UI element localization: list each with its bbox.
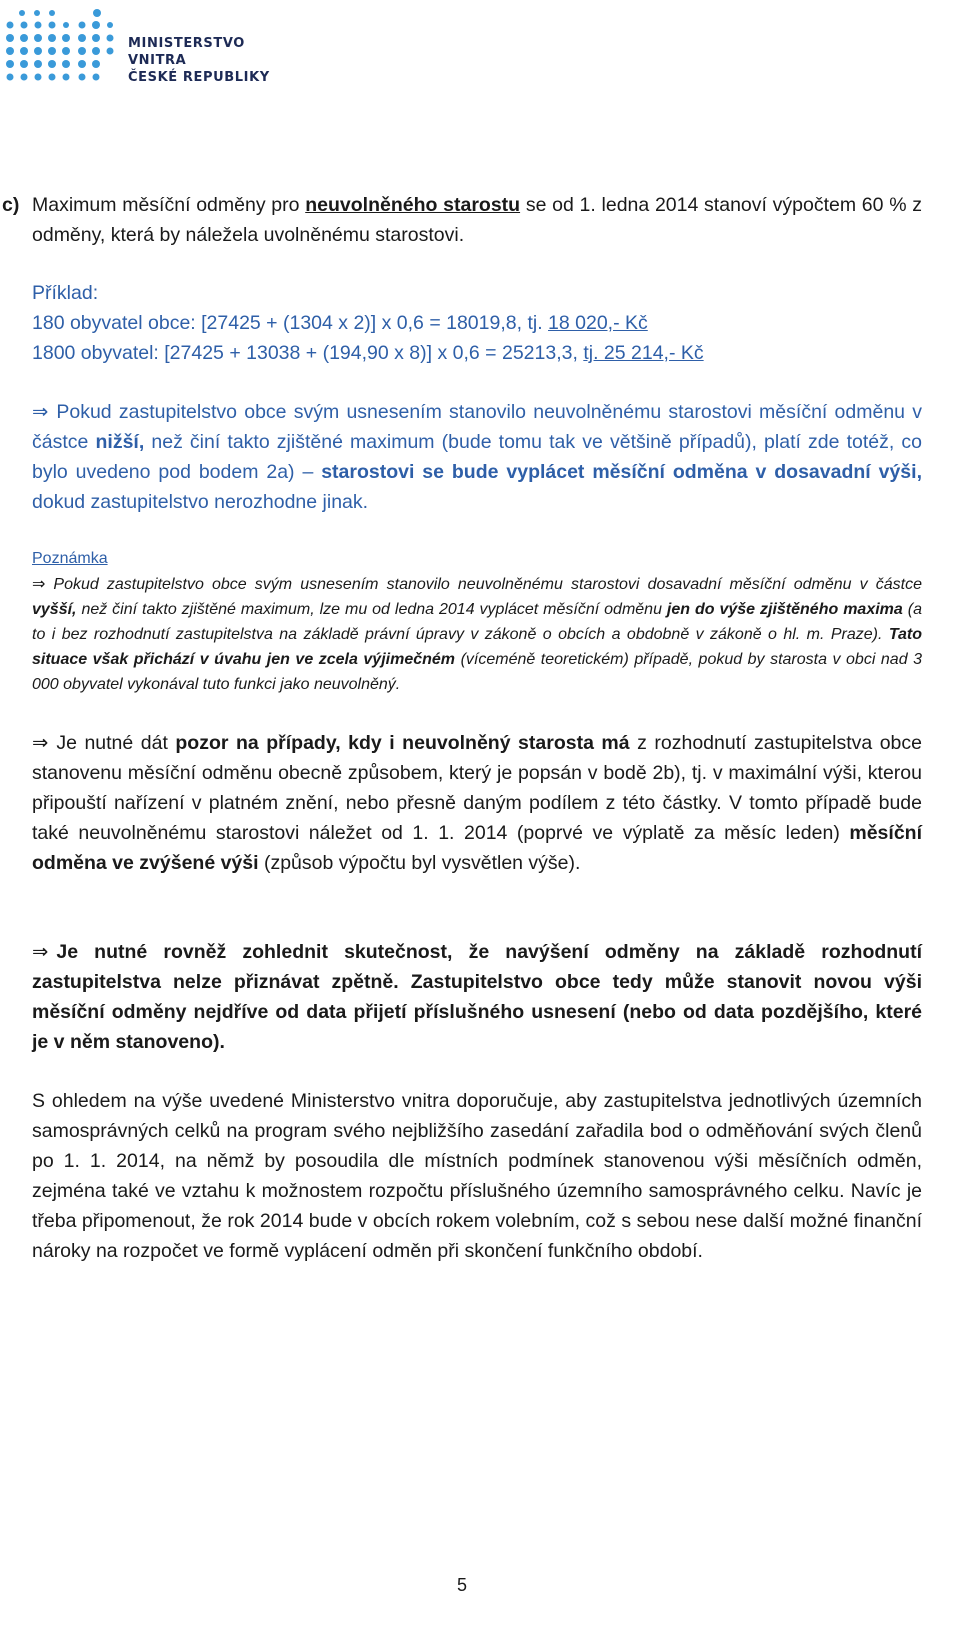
logo-dots-icon [2,3,120,85]
text: Pokud zastupitelstvo obce svým usnesením stanovilo neuvolněnému starostovi měsíční odměnu v částce [32,401,922,453]
result-2: tj. 25 214,- Kč [583,342,704,364]
text: S ohledem na výše uvedené Ministerstvo vnitra doporučuje, aby zastupitelstva jednotlivých územních samosprávných celků na program svého nejbližšího zasedání zařadila bod o odměňování svých členů po 1. 1. 2014, na němž by posoudila dle místních podmínek stanovenou výši měsíčních odměn, zejména také ve vztahu k možnostem rozpočtu příslušného územního samosprávného celku. Navíc je třeba připomenout, že rok 2014 bude v obcích rokem volebním, což s sebou nese další možné finanční nároky na rozpočet ve formě vyplácení odměn při skončení funkčního období. [32,1090,922,1262]
arrow-right-icon: ⇒ [32,940,49,963]
text: Je nutné rovněž zohlednit skutečnost, že navýšení odměny na základě rozhodnutí zastupitelstva nelze přiznávat zpětně. Zastupitelstvo obce tedy může stanovit novou výši měsíční odměny nejdříve od data přijetí příslušného usnesení (nebo od data pozdějšího, které je v něm stanoveno). [32,941,922,1053]
text: Pokud zastupitelstvo obce svým usnesením stanovilo neuvolněnému starostovi dosavadní měsíční odměnu v částce [53,576,922,593]
paragraph-1 [32,397,922,517]
example-line-1 [32,308,922,338]
note-text [32,571,922,697]
emphasis: Tato situace však přichází v úvahu jen ve zcela výjimečném [32,626,923,668]
text: dokud zastupitelstvo nerozhodne jinak. [32,491,369,513]
example-line-2 [32,338,922,368]
logo-text [128,35,302,86]
text: z rozhodnutí zastupitelstva obce stanovenu měsíční odměnu obecně způsobem, který je popsán v bodě 2b), tj. v maximální výši, kterou připouští nařízení v platném znění, nebo přesně daným podílem z této částky. V tomto případě bude také neuvolněnému starostovi náležet od 1. 1. 2014 (poprvé ve výplatě za měsíc leden) [32,732,922,844]
arrow-right-icon: ⇒ [32,731,49,754]
text: než činí takto zjištěné maximum, lze mu od ledna 2014 vyplácet měsíční odměnu [81,601,662,618]
section-label: c) [2,194,20,216]
paragraph-2 [32,728,922,878]
formula-1: 180 obyvatel obce: [27425 + (1304 x 2)] x 0,6 = 18019,8, tj. [32,312,543,334]
emphasis: pozor na případy, kdy i neuvolněný starosta má [175,732,630,754]
note-title: Poznámka [32,550,108,567]
example-block [32,278,922,368]
page-number: 5 [456,1575,467,1595]
text: (způsob výpočtu byl vysvětlen výše). [263,852,581,874]
text: Je nutné dát [56,732,168,754]
text: než činí takto zjištěné maximum (bude tomu tak ve většině případů), platí zde totéž, co bylo uvedeno pod bodem 2a) – [32,431,922,483]
logo-line-1: MINISTERSTVO VNITRA [128,36,245,68]
formula-2: 1800 obyvatel: [27425 + 13038 + (194,90 x 8)] x 0,6 = 25213,3, [32,342,578,364]
section-c-paragraph [32,190,922,250]
arrow-right-icon: ⇒ [32,400,49,423]
note-block [32,546,922,697]
paragraph-4 [32,1086,922,1266]
logo-line-2: ČESKÉ REPUBLIKY [128,70,270,85]
emphasis-underlined: neuvolněného starostu [305,194,521,216]
emphasis: vyšší, [32,601,77,618]
emphasis: jen do výše zjištěného maxima [666,601,903,618]
text: Maximum měsíční odměny pro [32,194,300,216]
ministry-logo [2,3,302,85]
text: (a to i bez rozhodnutí zastupitelstva na základě právní úpravy v zákoně o obcích a obdobně v zákoně o hl. m. Praze). [32,601,922,643]
emphasis: nižší, [95,431,145,453]
text: (víceméně teoretickém) případě, pokud by starosta v obci nad 3 000 obyvatel vykonával tuto funkci jako neuvolněný. [32,651,923,693]
result-1: 18 020,- Kč [548,312,648,334]
paragraph-3 [32,937,922,1057]
emphasis: měsíční odměna ve zvýšené výši [32,822,922,874]
emphasis: starostovi se bude vyplácet měsíční odměna v dosavadní výši, [321,461,922,483]
text: se od 1. ledna 2014 stanoví výpočtem 60 % z odměny, která by náležela uvolněnému starostovi. [32,194,923,246]
example-title: Příklad: [32,282,99,304]
arrow-right-icon: ⇒ [32,574,46,593]
